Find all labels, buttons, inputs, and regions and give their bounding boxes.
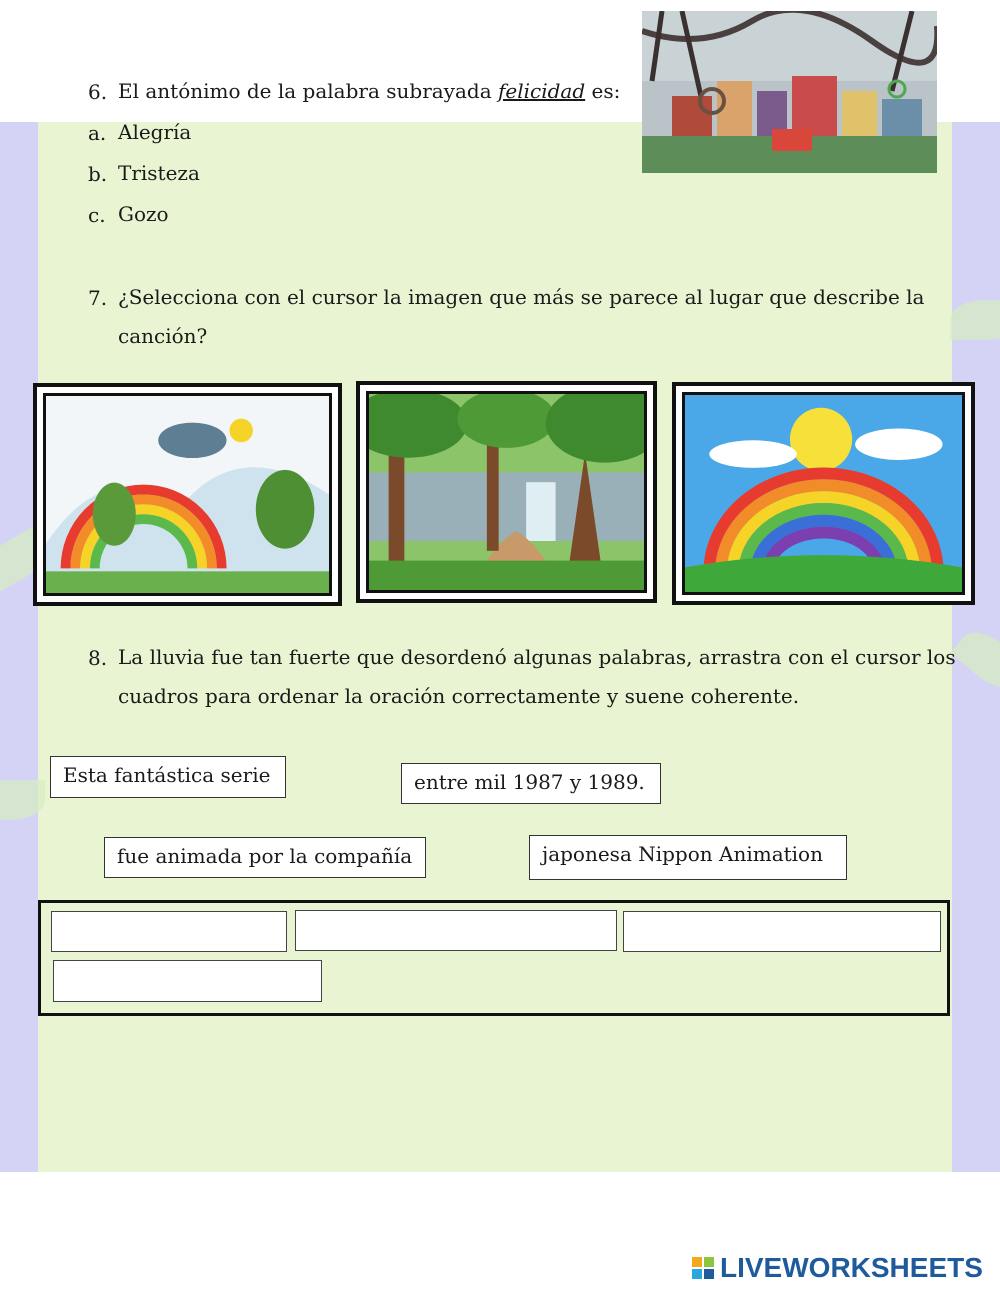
option-letter: c. bbox=[88, 203, 106, 227]
underlined-word: felicidad bbox=[497, 79, 586, 103]
draggable-word-box[interactable]: Esta fantástica serie bbox=[50, 756, 286, 798]
option-tristeza[interactable]: Tristeza bbox=[118, 161, 200, 185]
option-letter: b. bbox=[88, 162, 108, 186]
image-option-sunny-rainbow[interactable] bbox=[672, 382, 975, 605]
liveworksheets-logo-icon bbox=[692, 1257, 714, 1279]
left-border-band bbox=[0, 122, 38, 1172]
question-6-text-after: es: bbox=[585, 79, 621, 103]
question-7-line-2: canción? bbox=[118, 324, 208, 348]
drop-slot[interactable] bbox=[51, 911, 287, 952]
sentence-drop-area bbox=[38, 900, 950, 1016]
question-8-line-1: La lluvia fue tan fuerte que desordenó algunas palabras, arrastra con el cursor los bbox=[118, 645, 956, 669]
drop-slot[interactable] bbox=[53, 960, 322, 1002]
draggable-word-box[interactable]: fue animada por la compañía bbox=[104, 837, 426, 878]
option-gozo[interactable]: Gozo bbox=[118, 202, 169, 226]
drop-slot[interactable] bbox=[623, 911, 941, 952]
option-letter: a. bbox=[88, 121, 107, 145]
image-option-forest[interactable] bbox=[356, 381, 657, 603]
question-7-line-1: ¿Selecciona con el cursor la imagen que más se parece al lugar que describe la bbox=[118, 285, 925, 309]
draggable-word-box[interactable]: japonesa Nippon Animation bbox=[529, 835, 847, 880]
question-8-number: 8. bbox=[88, 646, 108, 670]
question-6-text-before: El antónimo de la palabra subrayada bbox=[118, 79, 498, 103]
question-6-number: 6. bbox=[88, 80, 108, 104]
option-alegria[interactable]: Alegría bbox=[118, 120, 192, 144]
draggable-word-box[interactable]: entre mil 1987 y 1989. bbox=[401, 763, 661, 804]
drop-slot[interactable] bbox=[295, 910, 617, 951]
leaf-decoration bbox=[950, 300, 1000, 340]
image-frame bbox=[682, 392, 965, 595]
image-option-rainy-rainbow[interactable] bbox=[33, 383, 342, 606]
question-7-number: 7. bbox=[88, 286, 108, 310]
liveworksheets-brand bbox=[692, 1252, 983, 1284]
brand-name: LIVEWORKSHEETS bbox=[720, 1252, 983, 1283]
question-8-line-2: cuadros para ordenar la oración correctamente y suene coherente. bbox=[118, 684, 800, 708]
image-frame bbox=[43, 393, 332, 596]
image-frame bbox=[366, 391, 647, 593]
village-illustration bbox=[642, 11, 937, 173]
question-6-text bbox=[118, 72, 620, 111]
